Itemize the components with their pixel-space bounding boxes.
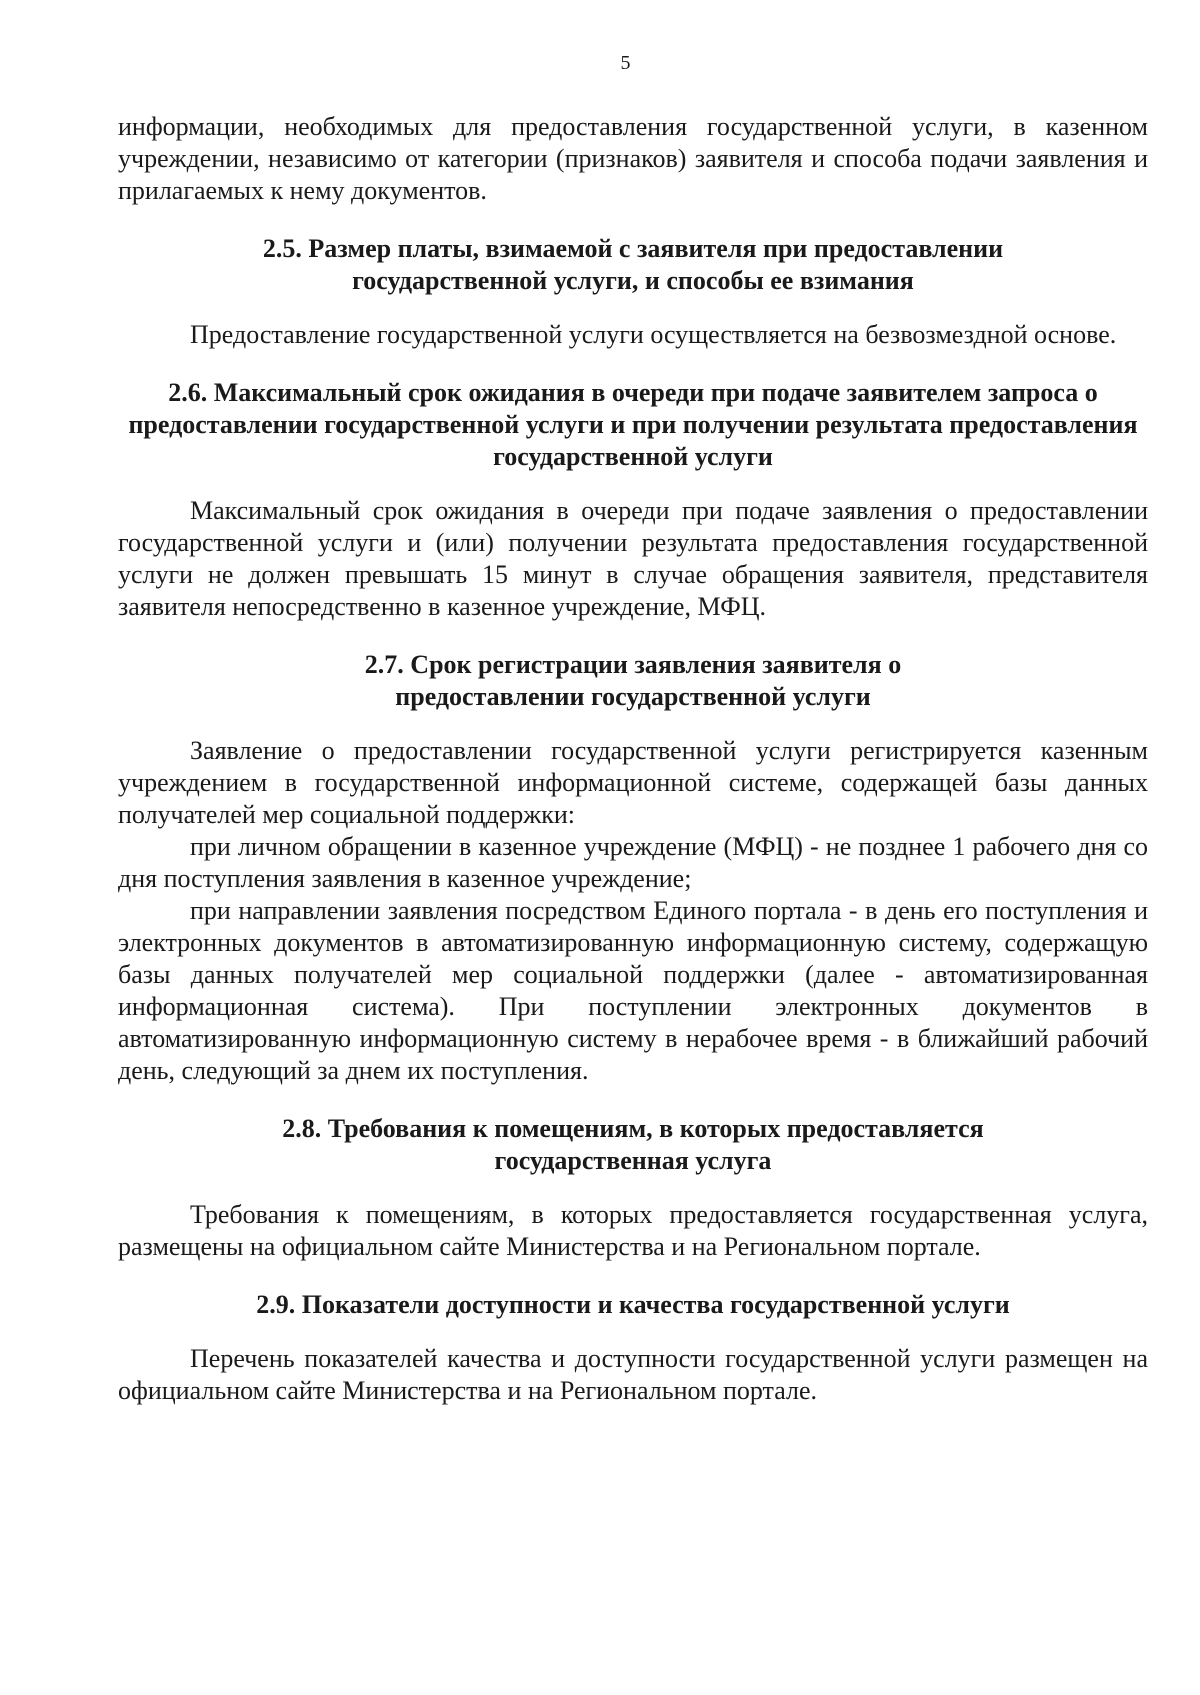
section-2-7-paragraph-2: при личном обращении в казенное учреждение (МФЦ) - не позднее 1 рабочего дня со дня поступления заявления в казенное учреждение;: [118, 832, 1148, 893]
page-number: 5: [620, 52, 631, 74]
section-2-7-heading: 2.7. Срок регистрации заявления заявителя о предоставлении государственной услуги: [364, 650, 902, 711]
section-2-5-paragraph: Предоставление государственной услуги осуществляется на безвозмездной основе.: [190, 320, 1117, 349]
section-2-6-paragraph: Максимальный срок ожидания в очереди при подаче заявления о предоставлении государственной услуги и (или) получении результата предоставления государственной услуги не должен превышать 15 минут в случае обращения заявителя, представителя заявителя непосредственно в казенное учреждение, МФЦ.: [118, 496, 1148, 621]
section-2-8-paragraph: Требования к помещениям, в которых предоставляется государственная услуга, размещены на официальном сайте Министерства и на Региональном портале.: [118, 1200, 1148, 1261]
intro-paragraph: информации, необходимых для предоставления государственной услуги, в казенном учреждении, независимо от категории (признаков) заявителя и способа подачи заявления и прилагаемых к нему документов.: [118, 112, 1148, 205]
section-2-5-heading: 2.5. Размер платы, взимаемой с заявителя при предоставлении государственной услуги, и способы ее взимания: [262, 234, 1004, 295]
section-2-8-heading: 2.8. Требования к помещениям, в которых предоставляется государственная услуга: [282, 1114, 984, 1175]
document-page: [118, 52, 1148, 1407]
section-2-6-heading: 2.6. Максимальный срок ожидания в очереди при подаче заявителем запроса о предоставлении государственной услуги и при получении результата предоставления государственной услуги: [128, 378, 1138, 471]
section-2-7-paragraph-1: Заявление о предоставлении государственной услуги регистрируется казенным учреждением в государственной информационной системе, содержащей базы данных получателей мер социальной поддержки:: [118, 736, 1148, 829]
section-2-9-paragraph: Перечень показателей качества и доступности государственной услуги размещен на официальном сайте Министерства и на Региональном портале.: [118, 1344, 1148, 1405]
section-2-7-paragraph-3: при направлении заявления посредством Единого портала - в день его поступления и электронных документов в автоматизированную информационную систему, содержащую базы данных получателей мер социальной поддержки (далее - автоматизированная информационная система). При поступлении электронных документов в автоматизированную информационную систему в нерабочее время - в ближайший рабочий день, следующий за днем их поступления.: [118, 896, 1148, 1085]
section-2-9-heading: 2.9. Показатели доступности и качества государственной услуги: [256, 1290, 1010, 1319]
